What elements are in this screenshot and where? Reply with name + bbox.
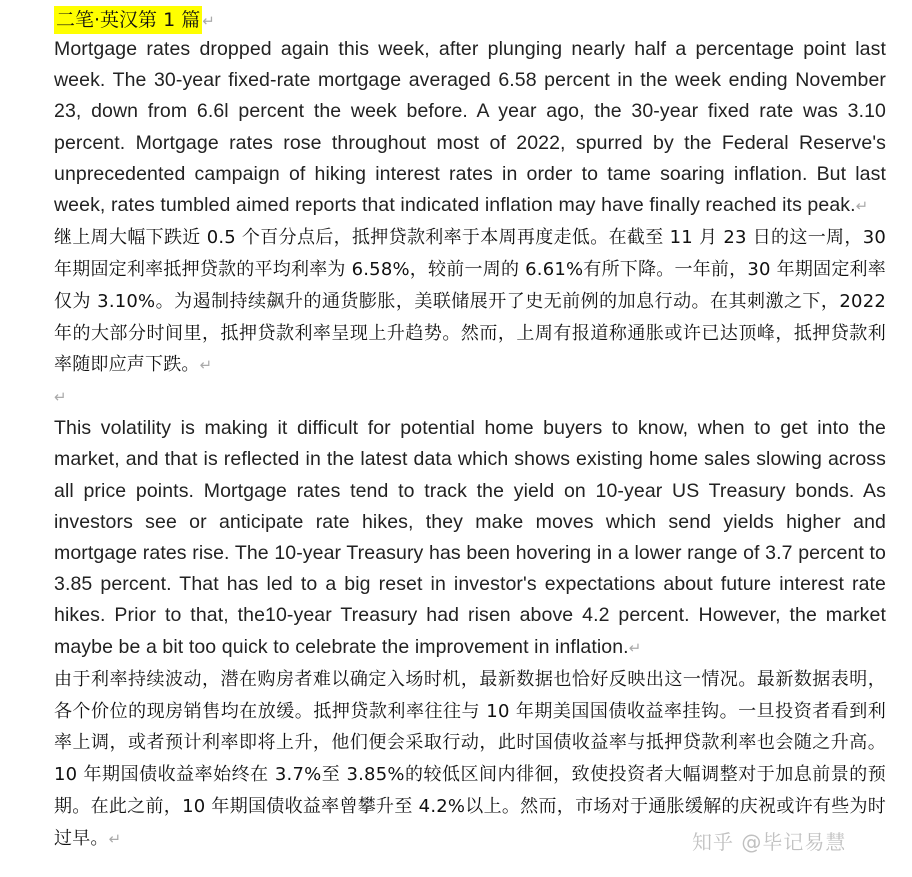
paragraph-mark-icon: ↵ (202, 14, 215, 30)
paragraph-mark-icon: ↵ (108, 829, 122, 848)
paragraph-zh-2: 由于利率持续波动，潜在购房者难以确定入场时机，最新数据也恰好反映出这一情况。最新数据表明，各个价位的现房销售均在放缓。抵押贷款利率往往与 10 年期美国国债收益率挂钩。一旦投资者看到利率上调，或者预计利率即将上升，他们便会采取行动，此时国债收益率与抵押贷款利率也会随之升高。10 年期国债收益率始终在 3.7%至 3.85%的较低区间内徘徊，致使投资者大幅调整对于加息前景的预期。在此之前，10 年期国债收益率曾攀升至 4.2%以上。然而，市场对于通胀缓解的庆祝或许有些为时过早。↵ (54, 668, 886, 849)
paragraph-mark-icon: ↵ (628, 639, 642, 657)
paragraph-en-2: This volatility is making it difficult for potential home buyers to know, when to get into the market, and that is reflected in the latest data which shows existing home sales slowing across all price points. Mortgage rates tend to track the yield on 10-year US Treasury bonds. As investors see or anticipate rate hikes, they make moves which send yields higher and mortgage rates rise. The 10-year Treasury has been hovering in a lower range of 3.7 percent to 3.85 percent. That has led to a big reset in investor's expectations about future interest rate hikes. Prior to that, the10-year Treasury had risen above 4.2 percent. However, the market maybe be a bit too quick to celebrate the improvement in inflation.↵ (54, 417, 886, 658)
paragraph-zh-1: 继上周大幅下跌近 0.5 个百分点后，抵押贷款利率于本周再度走低。在截至 11 月 23 日的这一周，30 年期固定利率抵押贷款的平均利率为 6.58%，较前一周的 6.61%有所下降。一年前，30 年期固定利率仅为 3.10%。为遏制持续飙升的通货膨胀，美联储展开了史无前例的加息行动。在其刺激之下，2022 年的大部分时间里，抵押贷款利率呈现上升趋势。然而，上周有报道称通胀或许已达顶峰，抵押贷款利率随即应声下跌。↵ (54, 227, 886, 376)
document-heading: 二笔·英汉第 1 篇 (54, 6, 202, 34)
document-page (54, 6, 886, 856)
paragraph-mark-icon: ↵ (54, 388, 67, 407)
paragraph-en-1: Mortgage rates dropped again this week, after plunging nearly half a percentage point last week. The 30-year fixed-rate mortgage averaged 6.58 percent in the week ending November 23, down from 6.6l percent the week before. A year ago, the 30-year fixed rate was 3.10 percent. Mortgage rates rose throughout most of 2022, spurred by the Federal Reserve's unprecedented campaign of hiking interest rates in order to tame soaring inflation. But last week, rates tumbled aimed reports that indicated inflation may have finally reached its peak.↵ (54, 38, 886, 217)
paragraph-mark-icon: ↵ (199, 356, 213, 375)
paragraph-mark-icon: ↵ (855, 198, 869, 216)
watermark: 知乎 @毕记易慧 (692, 830, 847, 854)
empty-paragraph (54, 382, 886, 413)
